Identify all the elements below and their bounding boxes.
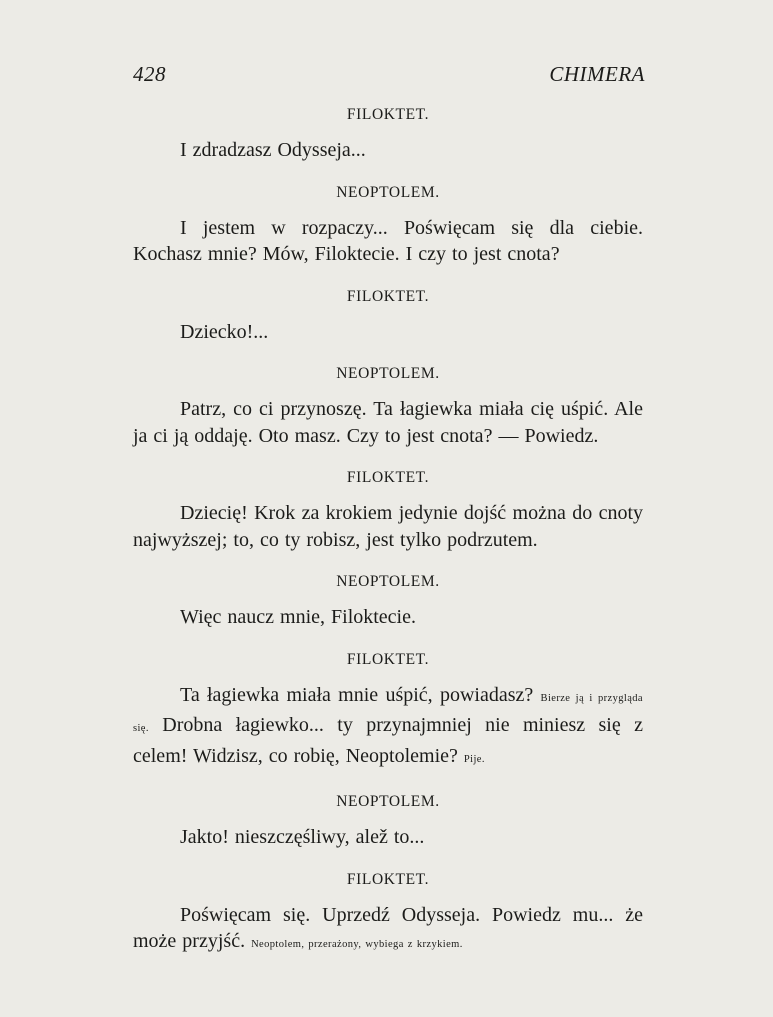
block-gap [133, 268, 643, 286]
speech-paragraph [133, 500, 643, 553]
block-gap [133, 631, 643, 649]
speaker-name: NEOPTOLEM. [336, 183, 440, 201]
speech-text: Dziecko!... [180, 320, 269, 343]
page-number: 428 [133, 62, 166, 86]
speech-text: Dziecię! Krok za krokiem jedynie dojść można do cnoty najwyższej; to, co ty robisz, jest tylko podrzutem. [133, 502, 643, 551]
speech-text: Ta łagiewka miała mnie uśpić, powiadasz? [180, 683, 541, 706]
speaker-gap [133, 385, 643, 396]
block-gap [133, 164, 643, 182]
speaker-name: FILOKTET. [346, 870, 430, 888]
block-gap [133, 553, 643, 571]
speech-text: I zdradzasz Odysseja... [180, 139, 366, 161]
stage-direction: Pije. [463, 753, 485, 765]
speech-paragraph [133, 682, 643, 774]
speech-paragraph [133, 137, 643, 164]
running-header [133, 62, 645, 87]
speech-text: Więc naucz mnie, Filoktecie. [180, 606, 416, 628]
speaker-gap [133, 489, 643, 500]
speaker-name: NEOPTOLEM. [336, 365, 440, 382]
speech-text: Patrz, co ci przynoszę. Ta łagiewka miała cię uśpić. Ale ja ci ją oddaję. Oto masz. Czy to jest cnota? — Powiedz. [133, 398, 643, 447]
speaker-gap [133, 126, 643, 137]
speech-paragraph [133, 824, 643, 851]
block-gap [133, 449, 643, 467]
speech-paragraph [133, 396, 643, 449]
speaker-name: FILOKTET. [346, 106, 430, 123]
speaker-name: FILOKTET. [346, 650, 430, 668]
speech-paragraph [133, 604, 643, 631]
speaker-gap [133, 308, 643, 319]
speech-text: I jestem w rozpaczy... Poświęcam się dla ciebie. Kochasz mnie? Mów, Filoktecie. I czy to jest cnota? [133, 216, 643, 265]
speaker-gap [133, 204, 643, 215]
block-gap [133, 773, 643, 791]
block-gap [133, 851, 643, 869]
speaker-name: NEOPTOLEM. [336, 573, 440, 590]
speech-paragraph [133, 902, 643, 959]
stage-direction: Bierze ją i przygląda się. [133, 692, 643, 734]
block-gap [133, 345, 643, 363]
speaker-name: NEOPTOLEM. [336, 793, 440, 810]
speaker-name: FILOKTET. [346, 287, 430, 305]
speaker-gap [133, 593, 643, 604]
speech-text: Drobna łagiewko... ty przynajmniej nie miniesz się z celem! Widzisz, co robię, Neoptolemie? [133, 714, 643, 767]
speech-text: Poświęcam się. Uprzedź Odysseja. Powiedz mu... że może przyjść. [133, 903, 643, 952]
speech-paragraph [133, 215, 643, 268]
speech-text: Jakto! nieszczęśliwy, alež to... [180, 826, 425, 848]
stage-direction: Neoptolem, przerażony, wybiega z krzykiem. [251, 939, 463, 950]
running-title: CHIMERA [549, 62, 645, 86]
speaker-name: FILOKTET. [346, 469, 430, 486]
speech-paragraph [133, 319, 643, 346]
dialogue-text [133, 104, 643, 959]
speaker-gap [133, 671, 643, 682]
speaker-gap [133, 813, 643, 824]
speaker-gap [133, 891, 643, 902]
